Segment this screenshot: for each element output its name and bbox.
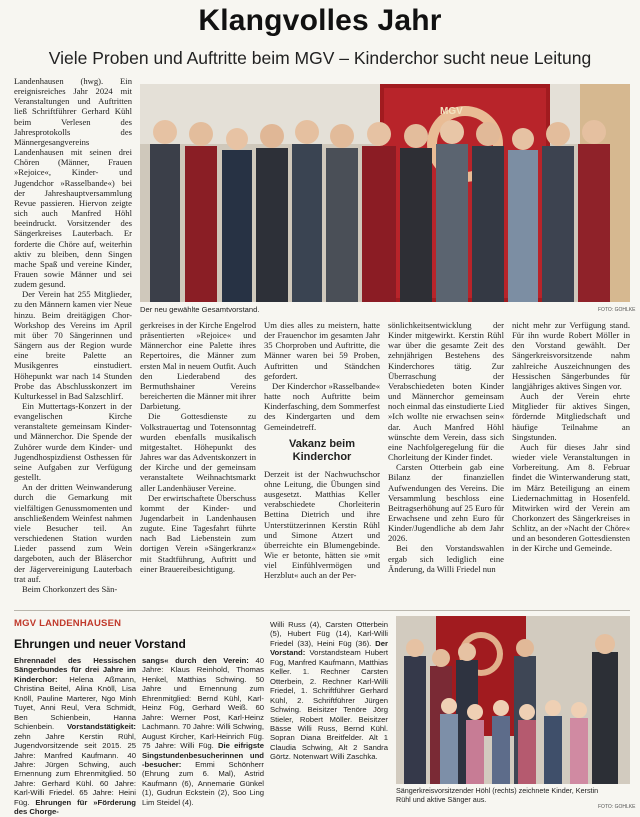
- section-label: MGV LANDENHAUSEN: [14, 618, 122, 629]
- paragraph: Um dies alles zu meistern, hatte der Frauenchor im gesamten Jahr 35 Chorproben und Auftritte, die Männer waren bei 59 Proben, Auftritten und Ständchen gefordert.: [264, 320, 380, 381]
- children-choir-photo: [396, 616, 630, 784]
- article-column-5: [512, 320, 630, 604]
- paragraph: Auch der Verein ehrte Mitglieder für aktives Singen, fördernde Mitgliedschaft und häufige Teilnahme an Singstunden.: [512, 391, 630, 442]
- section-divider: [14, 610, 630, 611]
- small-photo-caption: Sängerkreisvorsitzender Höhl (rechts) zeichnete Kinder, Kerstin Rühl und aktive Sänger aus.: [396, 786, 599, 804]
- paragraph: nicht mehr zur Verfügung stand. Für ihn wurde Robert Möller in den Vorstand gewählt. Der Sängerkreisvorsitzende nahm zahlreiche Auszeichnungen des Hessischen Sängerbundes für langjähriges aktives Singen vor.: [512, 320, 630, 391]
- paragraph: Beim Chorkonzert des Sän-: [22, 583, 118, 594]
- paragraph: Auch für dieses Jahr sind wieder viele Veranstaltungen in Vorbereitung. Am 8. Februar findet die Winterwanderung statt, im März Beteiligung an einem Liedernachmittag in Hosenfeld. Mitwirken wird der Verein am Chorkonzert des Sängerkreises in Schlitz, an der »Nacht der Chöre« und an besonderen Gottesdiensten in der Kirche und Gemeinde.: [512, 441, 630, 554]
- paragraph: Bei den Vorstandswahlen ergab sich lediglich eine Änderung, da Willi Friedel nun: [388, 543, 504, 574]
- main-photo-credit: FOTO: GOHLKE: [598, 307, 636, 313]
- section-subheading: Vakanz beim Kinderchor: [288, 437, 356, 463]
- article-column-1: [14, 76, 132, 604]
- paragraph: Die Gottesdienste zu Volkstrauertag und Totensonntag wurden ebenfalls musikalisch mitgestaltet. Höhepunkt des Jahres war das Adventskonzert in der Kirche und der gemeinsam veranstaltete Weihnachtsmarkt aller Landenhäuser Vereine.: [140, 411, 256, 493]
- group-photo-board: [140, 84, 630, 302]
- paragraph: Landenhausen (hwg). Ein ereignisreiches Jahr 2024 mit Veranstaltungen und Auftritten ließ Schriftführer Gerhard Kühl beim Verlesen des Jahresprotokolls des Männergesangvereins Landenhausen mit seinen drei Chören (Männer, Frauen »Rejoice«, Kinder- und Jugendchor »Rasselbande«) bei der Jahreshauptversammlung Revue passieren. Hiervon zeigte sich auch Manfred Höhl beeindruckt. Vorsitzender des Sängerkreises Lauterbach. Er forderte die Chöre auf, weiterhin aktiv zu bleiben, denn Singen mache Spaß und vereine Kinder, Frauen sowie Männer und sei zudem gesund.: [14, 76, 132, 290]
- article-column-2: [140, 320, 256, 604]
- honors-column-2: sangs« durch den Verein: 40 Jahre: Klaus Reinhold, Thomas Henkel, Matthias Schwing. 50 Jahre und Ernennung zum Ehrenmitglied: Bernd Kühl, Karl-Heinz Füg, Gerhard Weiß. 60 Jahre: Werner Post, Karl-Heinz Lachmann. 70 Jahre: Willi Schwing, August Kircher, Karl-Heinrich Füg. 75 Jahre: Willi Füg. Die eifrigste Singstundenbesucherinnen und -besucher: Emmi Schönherr (Ehrung zum 6. Mal), Astrid Kaufmann (6), Annemarie Günkel (1), Gudrun Eckstein (2), Soo Ling Lim Steidel (4).: [142, 656, 264, 807]
- article-column-4: [388, 320, 504, 604]
- paragraph: Der Kinderchor »Rasselbande« hatte noch Auftritte beim Kinderfasching, dem Sommerfest des Kindergarten und dem Gemeindetreff.: [264, 380, 380, 432]
- honors-column-1: Ehrennadel des Hessischen Sängerbundes für drei Jahre im Kinderchor: Helena Aßmann, Christina Beitel, Alina Knöll, Lisa Knöll, Pauline Marterer, Ngo Minh Tuyet, Anni Reul, Vera Schmidt, Ben Schienbein, Hanna Schienbein. Vorstandstätigkeit: zehn Jahre Kerstin Rühl, Jugendvorsitzende seit 2015. 25 Jahre: Manfred Kaufmann. 40 Jahre: Jürgen Schwing, auch Ernennung zum Ehrenmitglied. 50 Jahre: Gerhard Kühl. 60 Jahre: Karl-Willi Friedel. 65 Jahre: Heini Füg. Ehrungen für »Förderung des Chorge-: [14, 656, 136, 817]
- article-column-3: [264, 320, 380, 604]
- subheadline: Viele Proben und Auftritte beim MGV – Kinderchor sucht neue Leitung: [48, 48, 592, 68]
- small-photo-credit: FOTO: GOHLKE: [598, 804, 636, 810]
- children-photo-illustration: [396, 616, 630, 784]
- paragraph: Ein Muttertags-Konzert in der evangelischen Kirche veranstaltete gemeinsam Kinder- und Männerchor. Die Spende der Zuhörer wurde dem Kinder- und Jugendhospizdienst Osthessen für seine Aufgaben zur Verfügung gestellt.: [14, 401, 132, 483]
- group-photo-illustration: [140, 84, 630, 302]
- main-photo-caption: Der neu gewählte Gesamtvorstand.: [140, 305, 260, 314]
- paragraph: gerkreises in der Kirche Engelrod präsentierten »Rejoice« und Männerchor eine Palette ihres Repertoires, die Männer zum ersten Mal in neuem Outfit. Auch den Liederabend des Bermuthshainer Vereins bereicherten die Männer mit ihrer Darbietung.: [140, 320, 256, 412]
- paragraph: An der dritten Weinwanderung durch die Gemarkung mit vielfältigen Genussmomenten und anschließendem Weinfest nahmen viele Besucher teil. An verschiedenen Station wurden Lieder passend zum Wein dargeboten, auch der Bläserchor der Jägervereinigung Lauterbach trat auf.: [14, 482, 132, 584]
- paragraph: Der Verein hat 255 Mitglieder, zu den Männern kamen vier Neue hinzu. Beim dreitägigen Chor-Workshop des Vereins im April mit über 70 Sängerinnen und Sängern aus der Region wurde eine breite Palette an Musikgenres einstudiert. Höhepunkt war nach 14 Stunden Probe das Abschlusskonzert im Kulturkessel in Bad Salzschlirf.: [14, 289, 132, 401]
- paragraph: Der erwirtschaftete Überschuss kommt der Kinder- und Jugendarbeit in Landenhausen zugute. Eine Tagesfahrt führte nach Bad Liebenstein zum dortigen Verein »Sängerkranz« mit Stadtführung, Auftritt und einer Brauereibesichtigung.: [140, 492, 256, 574]
- headline: Klangvolles Jahr: [198, 4, 442, 37]
- paragraph: sönlichkeitsentwicklung der Kinder mitgewirkt. Kerstin Rühl war über die gesamte Zeit des zehnjährigen Bestehens des Kinderchores tätig. Zur Überraschung der Verabschiedeten boten Kinder und Männerchor gemeinsam noch einmal das einstudierte Lied »Ich wollte nie erwachsen sein« dar. Auch Manfred Höhl wünschte dem Verein, dass sich eine Nachfolgeregelung für die Chorleitung der Kinder findet.: [388, 320, 504, 463]
- honors-column-3: Willi Russ (4), Carsten Otterbein (5), Hubert Füg (14), Karl-Willi Friedel (33), Heini Füg (36). Der Vorstand: Vorstandsteam Hubert Füg, Manfred Kaufmann, Matthias Keller. 1. Rechner Carsten Otterbein, 2. Rechner Karl-Willi Friedel, 1. Schriftführer Gerhard Kühl, 2. Schriftführer Jürgen Schwing. Beisitzer Tenöre Jörg Stieler, Robert Möller. Beisitzer Bässe Willi Russ, Bernd Kühl. Sopran Diana Breitfelder. Alt 1 Claudia Schwing, Alt 2 Sandra Görtz. Notenwart Willi Zaschka.: [270, 620, 388, 762]
- paragraph: Carsten Otterbein gab eine Bilanz der finanziellen Aufwendungen des Vereins. Die Versammlung beschloss eine Beitragserhöhung auf 25 Euro für Erwachsene und zehn Euro für Kinder/Jugendliche ab dem Jahr 2026.: [388, 462, 504, 544]
- sidebar-heading: Ehrungen und neuer Vorstand: [14, 637, 186, 651]
- banner-text: MGV: [440, 106, 463, 117]
- paragraph: Derzeit ist der Nachwuchschor ohne Leitung, die Übungen sind ausgesetzt. Matthias Keller verabschiedete Chorleiterin Bettina Dietrich und ihre Unterstützerinnen Kerstin Rühl und Simone Atzert und überreichte ein Blumengebinde. Wie er betonte, hätten sie »mit viel Einfühlvermögen und Herzblut« auch an der Per-: [264, 468, 380, 581]
